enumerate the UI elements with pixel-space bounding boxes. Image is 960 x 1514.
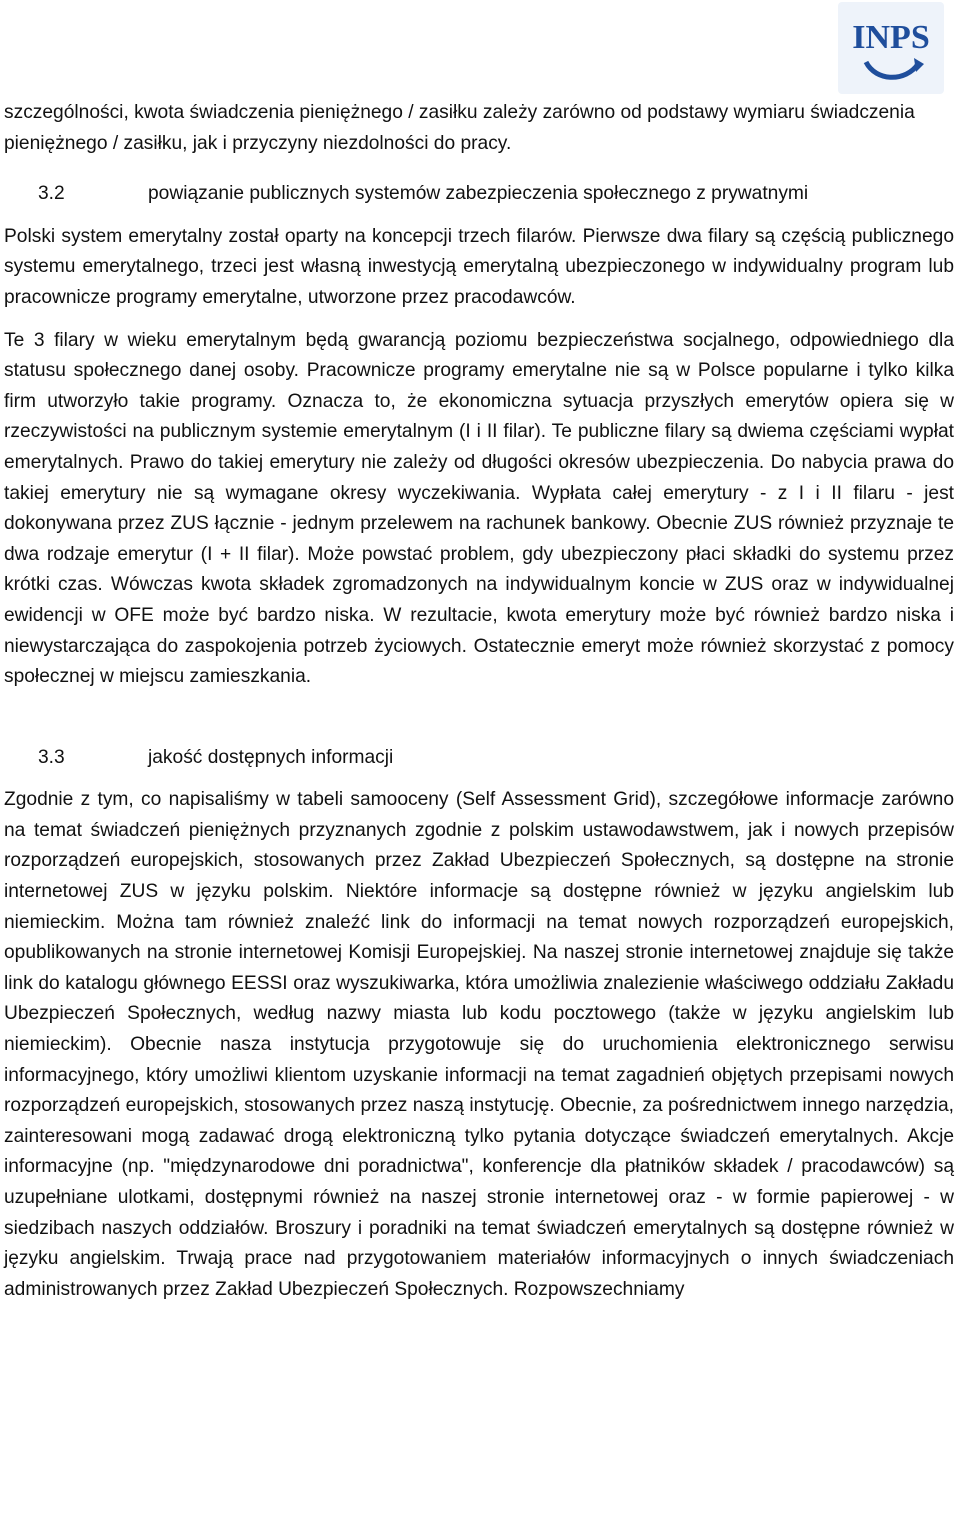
document-body <box>4 98 954 1305</box>
section-title: jakość dostępnych informacji <box>148 746 394 768</box>
section-title: powiązanie publicznych systemów zabezpieczenia społecznego z prywatnymi <box>148 183 809 205</box>
paragraph: Zgodnie z tym, co napisaliśmy w tabeli samooceny (Self Assessment Grid), szczegółowe informacje zarówno na temat świadczeń pieniężnych przyznanych zgodnie z polskim ustawodawstwem, jak i nowych przepisów rozporządzeń europejskich, stosowanych przez Zakład Ubezpieczeń Społecznych, są dostępne na stronie internetowej ZUS w języku polskim. Niektóre informacje są dostępne również w języku angielskim lub niemieckim. Można tam również znaleźć link do informacji na temat nowych rozporządzeń europejskich, opublikowanych na stronie internetowej Komisji Europejskiej. Na naszej stronie internetowej znajduje się także link do katalogu głównego EESSI oraz wyszukiwarka, która umożliwia znalezienie właściwego oddziału Zakładu Ubezpieczeń Społecznych, według nazwy miasta lub kodu pocztowego (także w języku angielskim lub niemieckim). Obecnie nasza instytucja przygotowuje się do uruchomienia elektronicznego serwisu informacyjnego, który umożliwi klientom uzyskanie informacji na temat zagadnień objętych przepisami nowych rozporządzeń europejskich, stosowanych przez naszą instytucję. Obecnie, za pośrednictwem innego narzędzia, zainteresowani mogą zadawać drogą elektroniczną tylko pytania dotyczące świadczeń emerytalnych. Akcje informacyjne (np. "międzynarodowe dni poradnictwa", konferencje dla płatników składek / pracodawców) są uzupełniane ulotkami, dostępnymi również na naszej stronie internetowej oraz - w formie papierowej - w siedzibach naszych oddziałów. Broszury i poradniki na temat świadczeń emerytalnych są dostępne również w języku angielskim. Trwają prace nad przygotowaniem materiałów informacyjnych o innych świadczeniach administrowanych przez Zakład Ubezpieczeń Społecznych. Rozpowszechniamy <box>4 789 954 1300</box>
section-number: 3.2 <box>38 183 65 205</box>
section-3-2-heading <box>4 179 954 210</box>
paragraph: Polski system emerytalny został oparty na koncepcji trzech filarów. Pierwsze dwa filary są częścią publicznego systemu emerytalnego, trzeci jest własną inwestycją emerytalną ubezpieczonego w indywidualny program lub pracownicze programy emerytalne, utworzone przez pracodawców. <box>4 225 954 308</box>
intro-paragraph: szczególności, kwota świadczenia pieniężnego / zasiłku zależy zarówno od podstawy wymiaru świadczenia pieniężnego / zasiłku, jak i przyczyny niezdolności do pracy. <box>4 102 915 154</box>
inps-logo <box>836 0 946 96</box>
paragraph: Te 3 filary w wieku emerytalnym będą gwarancją poziomu bezpieczeństwa socjalnego, odpowiedniego dla statusu społecznego danej osoby. Pracownicze programy emerytalne nie są w Polsce popularne i tylko kilka firm utworzyło takie programy. Oznacza to, że ekonomiczna sytuacja przyszłych emerytów opiera się w rzeczywistości na publicznym systemie emerytalnym (I i II filar). Te publiczne filary są dwiema częściami wypłat emerytalnych. Prawo do takiej emerytury nie zależy od długości okresów ubezpieczenia. Do nabycia prawa do takiej emerytury nie są wymagane okresy wyczekiwania. Wypłata całej emerytury - z I i II filaru - jest dokonywana przez ZUS łącznie - jednym przelewem na rachunek bankowy. Obecnie ZUS również przyznaje te dwa rodzaje emerytur (I + II filar). Może powstać problem, gdy ubezpieczony płaci składki do systemu przez krótki czas. Wówczas kwota składek zgromadzonych na indywidualnym koncie w ZUS oraz w indywidualnej ewidencji w OFE może być bardzo niska. W rezultacie, kwota emerytury może być również bardzo niska i niewystarczająca do zaspokojenia potrzeb życiowych. Ostatecznie emeryt może również skorzystać z pomocy społecznej w miejscu zamieszkania. <box>4 329 954 688</box>
section-3-3-heading <box>4 743 954 774</box>
section-number: 3.3 <box>38 746 65 768</box>
svg-text:INPS: INPS <box>852 19 930 56</box>
